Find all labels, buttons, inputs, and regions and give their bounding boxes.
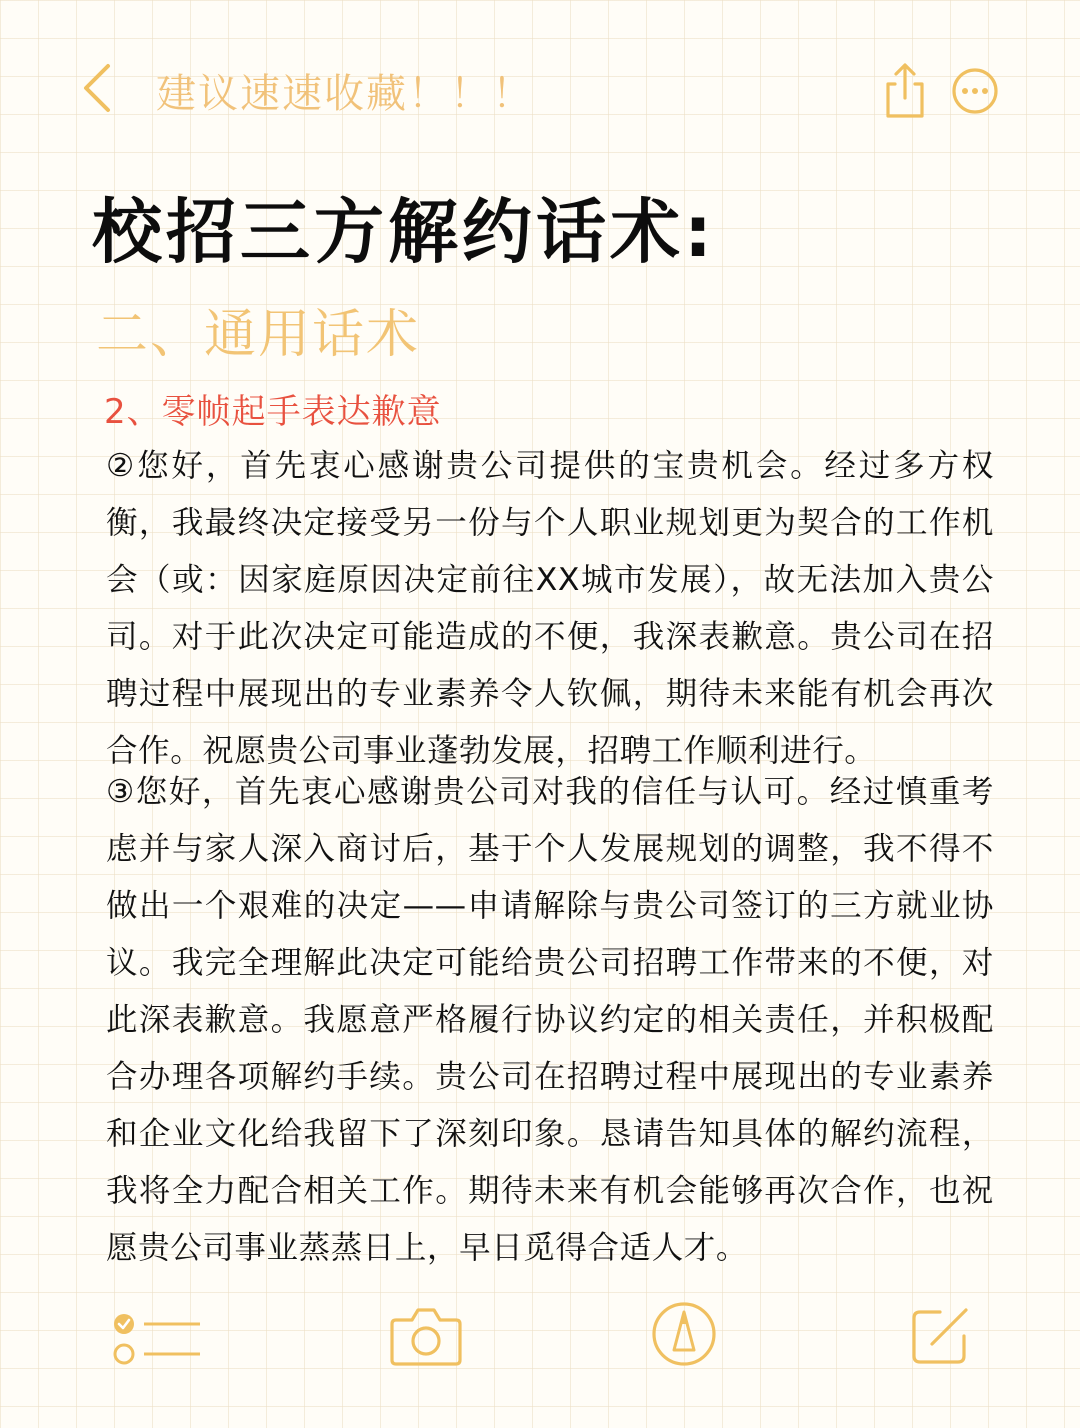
camera-icon	[388, 1306, 464, 1368]
camera-button[interactable]	[388, 1306, 464, 1368]
navigation-bar	[0, 0, 1080, 170]
markup-icon	[650, 1300, 718, 1368]
markup-button[interactable]	[650, 1300, 718, 1368]
back-button[interactable]	[72, 56, 132, 120]
share-icon	[880, 60, 930, 120]
chevron-left-icon	[72, 56, 132, 120]
compose-icon	[908, 1304, 972, 1368]
more-icon	[950, 66, 1000, 116]
body-paragraph-2: ②您好，首先衷心感谢贵公司提供的宝贵机会。经过多方权衡，我最终决定接受另一份与个人职业规划更为契合的工作机会（或：因家庭原因决定前往XX城市发展），故无法加入贵公司。对于此次决定可能造成的不便，我深表歉意。贵公司在招聘过程中展现出的专业素养令人钦佩，期待未来能有机会再次合作。祝愿贵公司事业蓬勃发展，招聘工作顺利进行。	[106, 448, 994, 769]
checklist-button[interactable]	[108, 1308, 204, 1368]
compose-button[interactable]	[908, 1304, 972, 1368]
sub-heading: 2、零帧起手表达歉意	[104, 392, 442, 432]
section-heading: 二、通用话术	[96, 305, 421, 365]
bottom-toolbar	[0, 1290, 1080, 1410]
body-paragraph-3: ③您好，首先衷心感谢贵公司对我的信任与认可。经过慎重考虑并与家人深入商讨后，基于个人发展规划的调整，我不得不做出一个艰难的决定——申请解除与贵公司签订的三方就业协议。我完全理解此决定可能给贵公司招聘工作带来的不便，对此深表歉意。我愿意严格履行协议约定的相关责任，并积极配合办理各项解约手续。贵公司在招聘过程中展现出的专业素养和企业文化给我留下了深刻印象。恳请告知具体的解约流程，我将全力配合相关工作。期待未来有机会能够再次合作，也祝愿贵公司事业蒸蒸日上，早日觅得合适人才。	[106, 774, 994, 1266]
more-button[interactable]	[950, 66, 1000, 116]
document-title: 校招三方解约话术:	[92, 191, 716, 273]
note-title: 建议速速收藏！！！	[156, 71, 534, 117]
share-button[interactable]	[880, 60, 930, 120]
checklist-icon	[108, 1308, 204, 1368]
